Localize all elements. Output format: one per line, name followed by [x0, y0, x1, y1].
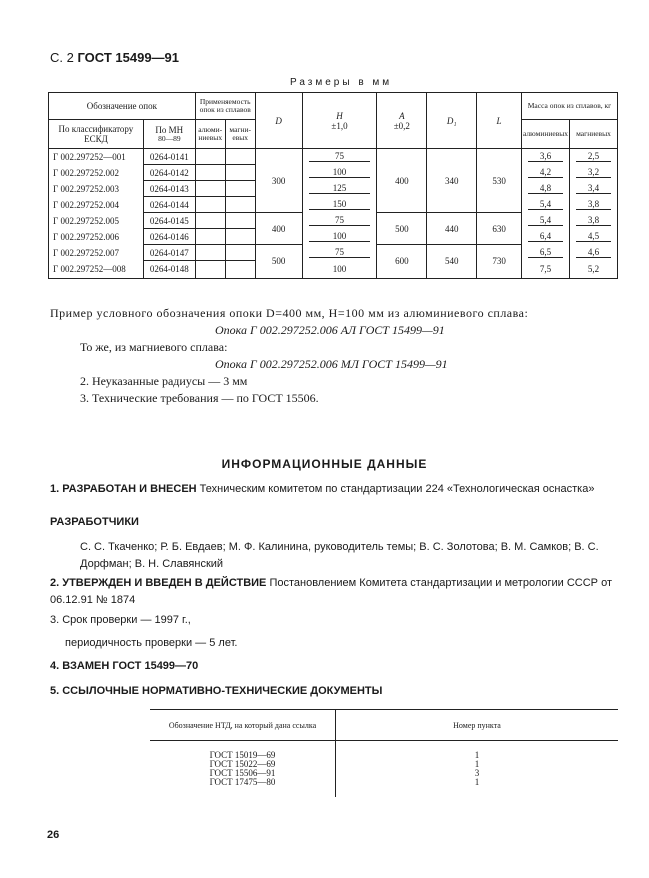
page-header: [50, 50, 179, 65]
header-mass: Масса опок из сплавов, кг: [522, 93, 618, 120]
header-d: D: [255, 93, 302, 149]
table-row: Г 002.297252.003 0264-0143 125 4,8 3,4: [49, 181, 618, 197]
example-aluminum: Опока Г 002.297252.006 АЛ ГОСТ 15499—91: [215, 323, 445, 337]
standard-id: ГОСТ 15499—91: [77, 50, 180, 65]
info-item-1: 1. РАЗРАБОТАН И ВНЕСЕН Техническим комитетом по стандартизации 224 «Технологическая оснастка»: [50, 483, 595, 495]
info-item-5: 5. ССЫЛОЧНЫЕ НОРМАТИВНО-ТЕХНИЧЕСКИЕ ДОКУМЕНТЫ: [50, 685, 383, 697]
header-mg-short: магни-евых: [225, 120, 255, 149]
refs-header-doc: Обозначение НТД, на который дана ссылка: [150, 710, 336, 741]
table-row: Г 002.297252.002 0264-0142 100 4,2 3,2: [49, 165, 618, 181]
example-intro: Пример условного обозначения опоки D=400 мм, H=100 мм из алюминиевого сплава:: [50, 306, 529, 320]
table-row: Г 002.297252.004 0264-0144 150 5,4 3,8: [49, 197, 618, 213]
header-eskd: По классификатору ЕСКД: [49, 120, 144, 149]
table-row: Г 002.297252.007 0264-0147 500 75 600 540 730 6,5 4,6: [49, 245, 618, 261]
header-d1: D₁: [427, 93, 477, 149]
developers-names: С. С. Ткаченко; Р. Б. Евдаев; М. Ф. Калинина, руководитель темы; В. С. Золотова; В. М. Самков; В. С. Дорфман; В. Н. Славянский: [80, 541, 599, 570]
header-applicability: Применяемость опок из сплавов: [195, 93, 255, 120]
dimensions-table: [48, 92, 618, 279]
info-item-4: 4. ВЗАМЕН ГОСТ 15499—70: [50, 660, 199, 672]
note-requirements: 3. Технические требования — по ГОСТ 15506.: [80, 391, 319, 405]
page-number: 26: [47, 829, 60, 841]
table-row: ГОСТ 15506—91 3: [150, 769, 618, 778]
table-header-row: [49, 93, 618, 120]
header-mass-mg: магниевых: [569, 120, 617, 149]
example-magnesium: Опока Г 002.297252.006 МЛ ГОСТ 15499—91: [215, 357, 448, 371]
info-item-3: 3. Срок проверки — 1997 г.,: [50, 614, 191, 626]
table-row: Г 002.297252—001 0264-0141 300 75 400 340 530 3,6 2,5: [49, 149, 618, 165]
table-row: ГОСТ 15019—69 1: [150, 741, 618, 761]
header-a: A ±0,2: [377, 93, 427, 149]
refs-header-item: Номер пункта: [336, 710, 619, 741]
header-al-short: алюми-ниевых: [195, 120, 225, 149]
header-l: L: [477, 93, 522, 149]
info-item-2: 2. УТВЕРЖДЕН И ВВЕДЕН В ДЕЙСТВИЕ Постановлением Комитета стандартизации и метрологии СССР от 06.12.91 № 1874: [50, 577, 612, 606]
dimensions-caption: Размеры в мм: [290, 77, 393, 88]
info-item-3-period: периодичность проверки — 5 лет.: [65, 637, 238, 649]
table-row: ГОСТ 15022—69 1: [150, 760, 618, 769]
table-row: ГОСТ 17475—80 1: [150, 778, 618, 797]
header-mn: По МН 80—89: [143, 120, 195, 149]
header-designation: Обозначение опок: [49, 93, 196, 120]
table-row: Г 002.297252.006 0264-0146 100 6,4 4,5: [49, 229, 618, 245]
example-block: [50, 305, 618, 407]
references-table: [150, 709, 618, 797]
developers-title: РАЗРАБОТЧИКИ: [50, 516, 139, 528]
table-row: Г 002.297252—008 0264-0148 100 7,5 5,2: [49, 261, 618, 279]
header-h: H ±1,0: [302, 93, 377, 149]
example-magnesium-intro: То же, из магниевого сплава:: [80, 340, 228, 354]
table-row: Г 002.297252.005 0264-0145 400 75 500 440 630 5,4 3,8: [49, 213, 618, 229]
note-radii: 2. Неуказанные радиусы — 3 мм: [80, 374, 248, 388]
header-mass-al: алюминиевых: [522, 120, 570, 149]
refs-header-row: [150, 710, 618, 741]
page-label: С. 2: [50, 50, 74, 65]
info-title: ИНФОРМАЦИОННЫЕ ДАННЫЕ: [221, 457, 428, 471]
